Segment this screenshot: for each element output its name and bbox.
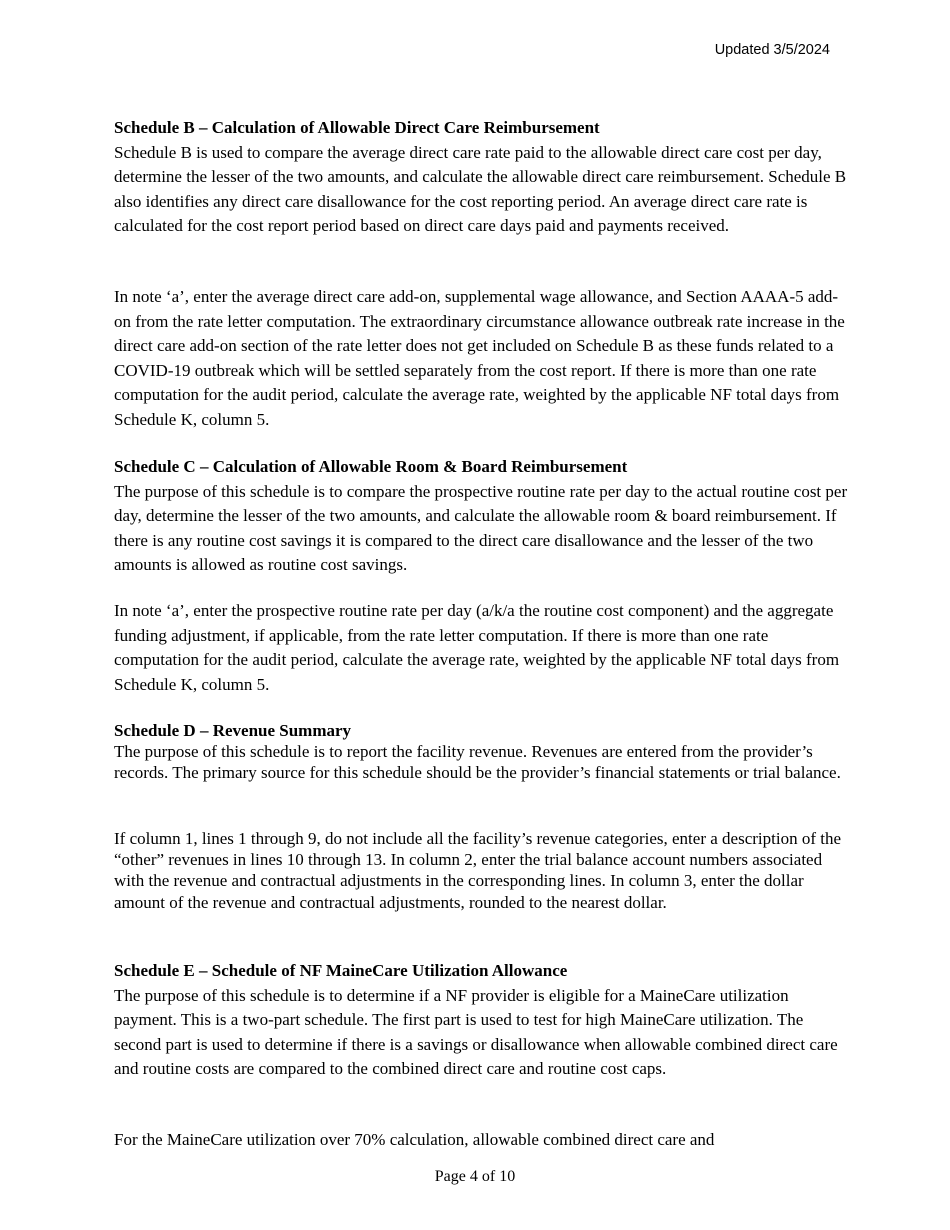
section-schedule-c-note	[114, 599, 849, 697]
section-schedule-b	[114, 116, 849, 239]
updated-date: Updated 3/5/2024	[714, 42, 830, 58]
schedule-c-title: Schedule C – Calculation of Allowable Room & Board Reimbursement	[114, 457, 628, 476]
schedule-e-paragraph-2: For the MaineCare utilization over 70% calculation, allowable combined direct care and	[114, 1130, 715, 1149]
schedule-d-paragraph-1: The purpose of this schedule is to report the facility revenue. Revenues are entered from the provider’s records. The primary source for this schedule should be the provider’s financial statements or trial balance.	[114, 742, 841, 783]
section-schedule-d	[114, 720, 849, 784]
schedule-e-title: Schedule E – Schedule of NF MaineCare Utilization Allowance	[114, 961, 568, 980]
page-number: Page 4 of 10	[434, 1168, 516, 1185]
schedule-d-paragraph-2: If column 1, lines 1 through 9, do not include all the facility’s revenue categories, enter a description of the “other” revenues in lines 10 through 13. In column 2, enter the trial balance account numbers associated with the revenue and contractual adjustments in the corresponding lines. In column 3, enter the dollar amount of the revenue and contractual adjustments, rounded to the nearest dollar.	[114, 829, 841, 912]
schedule-d-title: Schedule D – Revenue Summary	[114, 721, 352, 740]
schedule-c-paragraph-2: In note ‘a’, enter the prospective routine rate per day (a/k/a the routine cost component) and the aggregate funding adjustment, if applicable, from the rate letter computation. If there is more than one rate computation for the audit period, calculate the average rate, weighted by the applicable NF total days from Schedule K, column 5.	[114, 601, 840, 694]
section-schedule-e-note	[114, 1128, 849, 1153]
section-schedule-c	[114, 455, 849, 578]
section-schedule-d-note	[114, 828, 849, 913]
schedule-c-paragraph-1: The purpose of this schedule is to compare the prospective routine rate per day to the actual routine cost per day, determine the lesser of the two amounts, and calculate the allowable room & board reimbursement. If there is any routine cost savings it is compared to the direct care disallowance and the lesser of the two amounts is allowed as routine cost savings.	[114, 481, 848, 575]
schedule-e-paragraph-1: The purpose of this schedule is to determine if a NF provider is eligible for a MaineCare utilization payment. This is a two-part schedule. The first part is used to test for high MaineCare utilization. The second part is used to determine if there is a savings or disallowance when allowable combined direct care and routine costs are compared to the combined direct care and routine cost caps.	[114, 985, 838, 1079]
schedule-b-title: Schedule B – Calculation of Allowable Direct Care Reimbursement	[114, 118, 600, 137]
section-schedule-b-note	[114, 285, 849, 433]
schedule-b-paragraph-1: Schedule B is used to compare the average direct care rate paid to the allowable direct care cost per day, determine the lesser of the two amounts, and calculate the allowable direct care reimbursement. Schedule B also identifies any direct care disallowance for the cost reporting period. An average direct care rate is calculated for the cost report period based on direct care days paid and payments received.	[114, 142, 847, 236]
schedule-b-paragraph-2: In note ‘a’, enter the average direct care add-on, supplemental wage allowance, and Section AAAA-5 add-on from the rate letter computation. The extraordinary circumstance allowance outbreak rate increase in the direct care add-on section of the rate letter does not get included on Schedule B as these funds related to a COVID-19 outbreak which will be settled separately from the cost report. If there is more than one rate computation for the audit period, calculate the average rate, weighted by the applicable NF total days from Schedule K, column 5.	[114, 287, 845, 429]
section-schedule-e	[114, 959, 849, 1082]
